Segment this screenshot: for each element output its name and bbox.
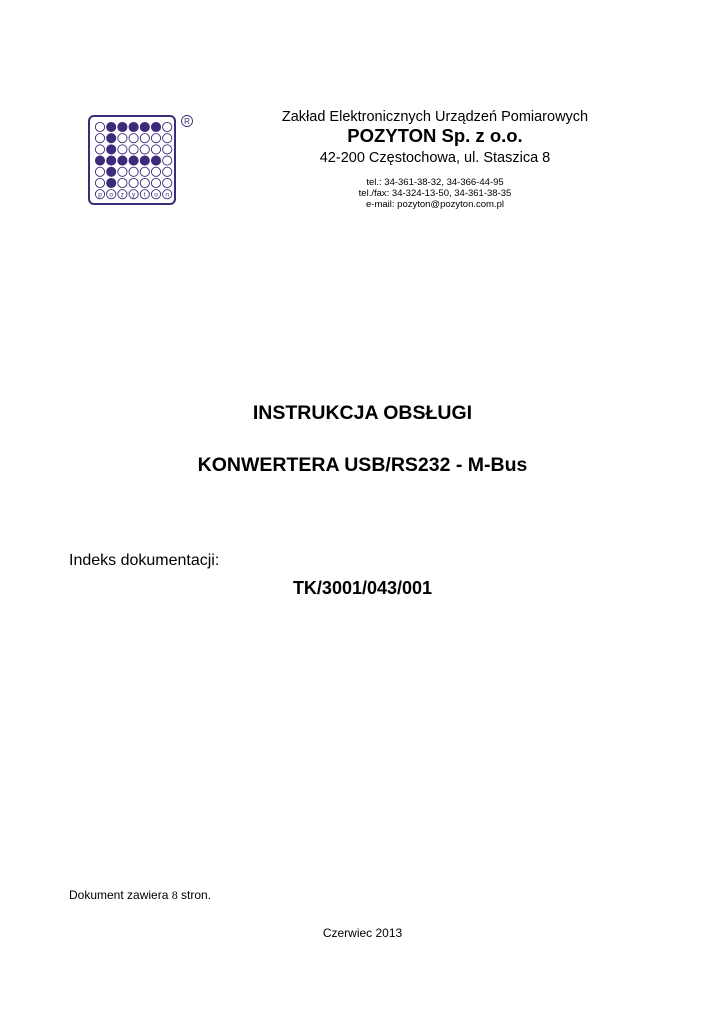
logo-dot: [163, 145, 172, 154]
logo-dot: [140, 167, 149, 176]
logo-letter: o: [109, 191, 114, 199]
logo-letter: o: [154, 191, 158, 199]
logo-dot: [151, 134, 160, 143]
logo-dot: [151, 145, 160, 154]
logo-dot: [107, 156, 116, 165]
logo-dot: [163, 122, 172, 131]
index-label: Indeks dokumentacji:: [69, 552, 220, 569]
company-email: e-mail: pozyton@pozyton.com.pl: [366, 199, 504, 210]
logo-dot: [129, 134, 138, 143]
logo-dot: [118, 134, 127, 143]
logo-dot: [151, 156, 160, 165]
logo-dot: [95, 156, 104, 165]
logo-dot: [163, 134, 172, 143]
logo-dot: [151, 167, 160, 176]
logo-dot: [129, 122, 138, 131]
logo-dot: [118, 122, 127, 131]
logo-letter: t: [143, 191, 146, 199]
company-description: Zakład Elektronicznych Urządzeń Pomiarowych: [281, 109, 589, 125]
logo-dot: [118, 167, 127, 176]
logo-dot: [95, 122, 104, 131]
logo-dot: [107, 178, 116, 187]
company-address: 42-200 Częstochowa, ul. Staszica 8: [319, 150, 551, 166]
logo-dot: [140, 122, 149, 131]
logo-dot: [163, 167, 172, 176]
document-title: INSTRUKCJA OBSŁUGI: [252, 402, 473, 424]
logo-dot: [107, 145, 116, 154]
logo-dot: [107, 122, 116, 131]
logo-dot: [129, 167, 138, 176]
document-subtitle: KONWERTERA USB/RS232 - M-Bus: [197, 454, 528, 476]
page-count-suffix: stron.: [177, 888, 212, 902]
logo-dot: [95, 145, 104, 154]
svg-text:R: R: [184, 116, 190, 126]
logo-dot: [129, 178, 138, 187]
logo-dot: [107, 134, 116, 143]
logo-dot: [140, 145, 149, 154]
company-phone: tel.: 34-361-38-32, 34-366-44-95: [366, 177, 504, 188]
logo-dot: [163, 178, 172, 187]
logo-dot: [95, 178, 104, 187]
company-name: POZYTON Sp. z o.o.: [347, 125, 523, 146]
logo-dot: [95, 134, 104, 143]
page-count-prefix: Dokument zawiera: [69, 888, 172, 902]
logo-letter: y: [131, 191, 136, 199]
page-count-number: 8: [171, 888, 178, 902]
logo-dot: [151, 178, 160, 187]
logo-dot: [107, 167, 116, 176]
logo-dot: [118, 178, 127, 187]
logo-letter: n: [165, 191, 170, 199]
logo-letter: p: [98, 191, 102, 199]
page-count-note: [69, 888, 211, 903]
logo-dot: [140, 156, 149, 165]
logo-dot: [163, 156, 172, 165]
logo-dot: [118, 145, 127, 154]
logo-dot: [118, 156, 127, 165]
logo-letter: z: [120, 191, 125, 199]
logo-dot: [140, 178, 149, 187]
logo-dot: [129, 145, 138, 154]
index-value: TK/3001/043/001: [292, 578, 433, 598]
logo-dot: [140, 134, 149, 143]
logo-dot: [151, 122, 160, 131]
logo-dot: [95, 167, 104, 176]
pozyton-logo: [86, 113, 196, 209]
document-date: Czerwiec 2013: [322, 926, 403, 940]
logo-dot: [129, 156, 138, 165]
company-fax: tel./fax: 34-324-13-50, 34-361-38-35: [358, 188, 512, 199]
